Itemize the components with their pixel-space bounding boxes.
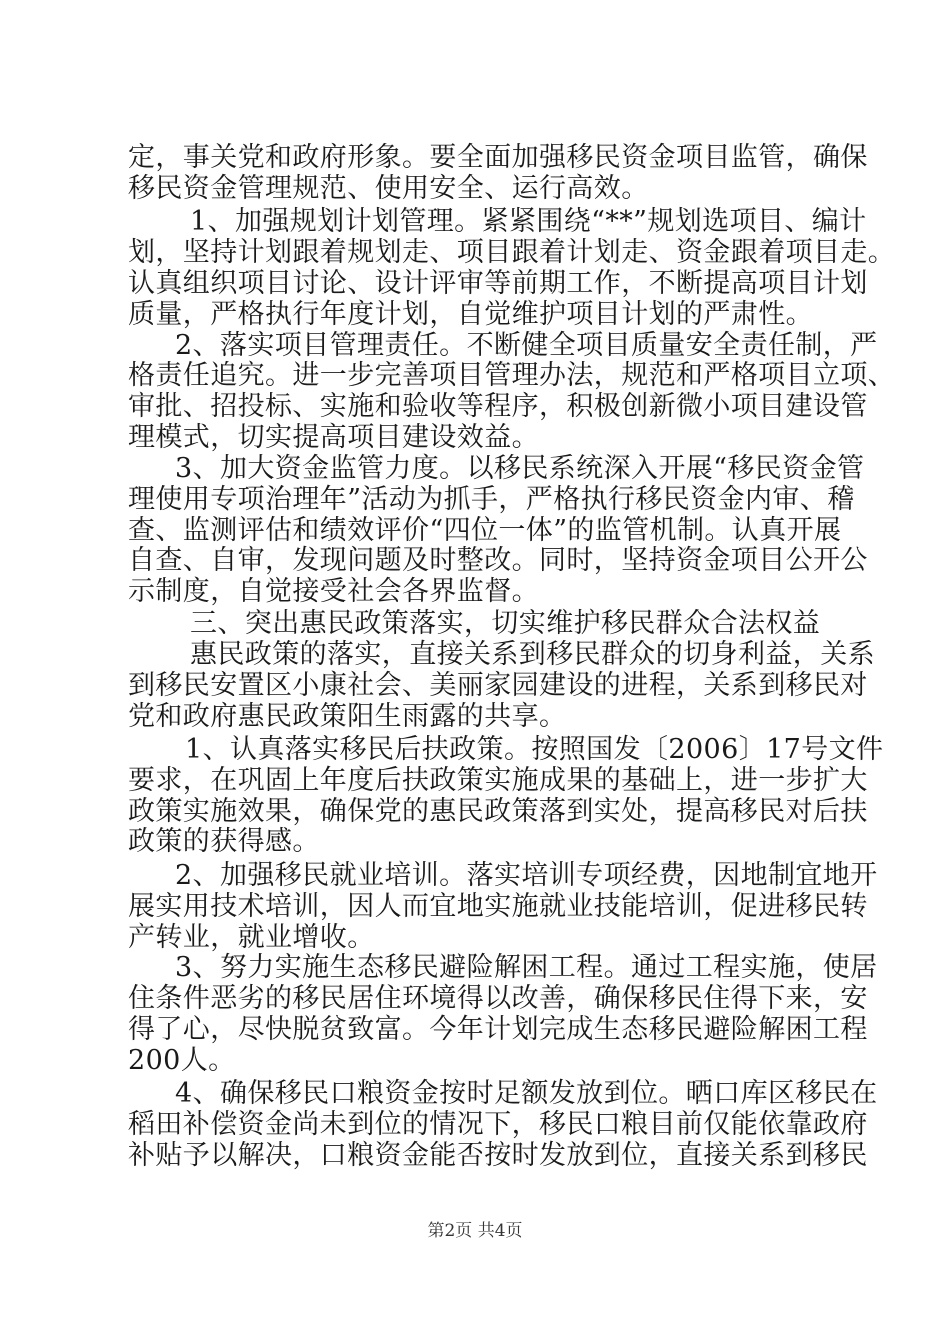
text-line: 4、确保移民口粮资金按时足额发放到位。晒口库区移民在 [175, 1078, 878, 1110]
text-line: 稻田补偿资金尚未到位的情况下，移民口粮目前仅能依靠政府 [128, 1109, 868, 1141]
text-line: 党和政府惠民政策阳生雨露的共享。 [128, 700, 567, 732]
text-line: 政策实施效果，确保党的惠民政策落到实处，提高移民对后扶 [128, 795, 868, 827]
text-line: 示制度，自觉接受社会各界监督。 [128, 576, 539, 608]
text-line: 移民资金管理规范、使用安全、运行高效。 [128, 172, 649, 204]
text-line: 1、加强规划计划管理。紧紧围绕“**”规划选项目、编计 [190, 206, 867, 238]
text-line: 质量，严格执行年度计划，自觉维护项目计划的严肃性。 [128, 298, 813, 330]
text-line: 展实用技术培训，因人而宜地实施就业技能培训，促进移民转 [128, 890, 868, 922]
text-line: 划，坚持计划跟着规划走、项目跟着计划走、资金跟着项目走。 [128, 237, 896, 269]
text-line: 200人。 [128, 1044, 236, 1076]
text-line: 查、监测评估和绩效评价“四位一体”的监管机制。认真开展 [128, 514, 842, 546]
text-line: 到移民安置区小康社会、美丽家园建设的进程，关系到移民对 [128, 669, 868, 701]
text-line: 理模式，切实提高项目建设效益。 [128, 422, 539, 454]
text-line: 自查、自审，发现问题及时整改。同时，坚持资金项目公开公 [128, 545, 868, 577]
text-line: 3、加大资金监管力度。以移民系统深入开展“移民资金管 [175, 452, 865, 484]
text-line: 得了心，尽快脱贫致富。今年计划完成生态移民避险解困工程 [128, 1014, 868, 1046]
text-line: 惠民政策的落实，直接关系到移民群众的切身利益，关系 [190, 638, 875, 670]
text-line: 政策的获得感。 [128, 826, 320, 858]
text-line: 1、认真落实移民后扶政策。按照国发〔2006〕17号文件 [185, 733, 884, 765]
text-line: 3、努力实施生态移民避险解困工程。通过工程实施，使居 [175, 952, 878, 984]
text-line: 产转业，就业增收。 [128, 921, 375, 953]
page-footer: 第2页 共4页 [427, 1221, 523, 1241]
text-line: 定，事关党和政府形象。要全面加强移民资金项目监管，确保 [128, 142, 868, 173]
text-line: 2、加强移民就业培训。落实培训专项经费，因地制宜地开 [175, 859, 878, 891]
text-line: 要求，在巩固上年度后扶政策实施成果的基础上，进一步扩大 [128, 764, 868, 796]
text-line: 审批、招投标、实施和验收等程序，积极创新微小项目建设管 [128, 391, 868, 423]
text-line: 补贴予以解决，口粮资金能否按时发放到位，直接关系到移民 [128, 1140, 868, 1171]
text-line: 认真组织项目讨论、设计评审等前期工作，不断提高项目计划 [128, 267, 868, 299]
text-line: 2、落实项目管理责任。不断健全项目质量安全责任制，严 [175, 329, 878, 361]
text-line: 住条件恶劣的移民居住环境得以改善，确保移民住得下来，安 [128, 983, 868, 1015]
text-line: 格责任追究。进一步完善项目管理办法，规范和严格项目立项、 [128, 360, 896, 392]
text-line: 三、突出惠民政策落实，切实维护移民群众合法权益 [190, 608, 821, 640]
text-line: 理使用专项治理年”活动为抓手，严格执行移民资金内审、稽 [128, 483, 855, 515]
